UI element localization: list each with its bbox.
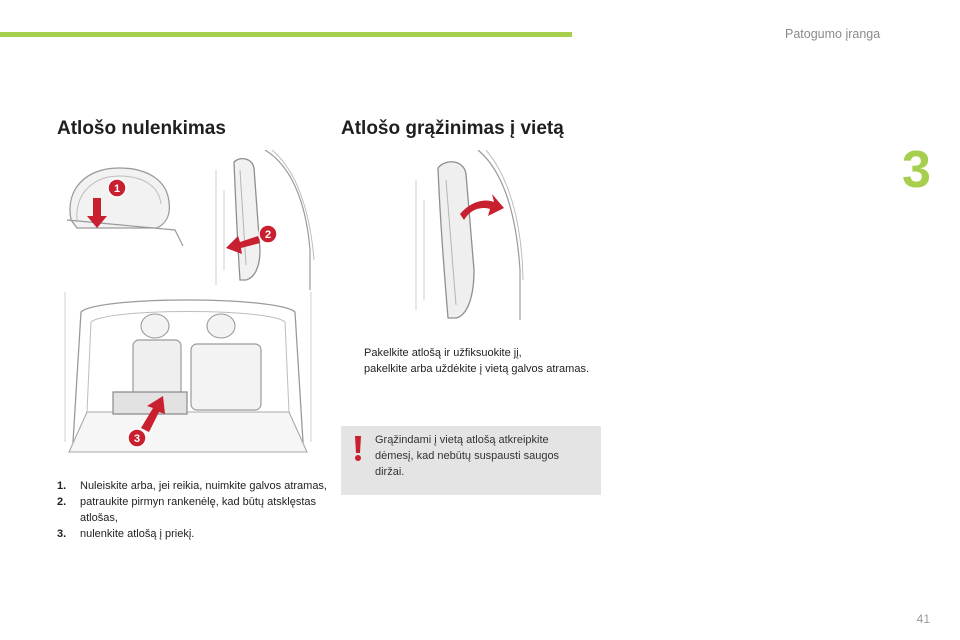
page-number: 41 [916,612,930,626]
right-title: Atlošo grąžinimas į vietą [341,118,564,139]
callout-2 [259,225,277,243]
fold-steps-list [57,478,327,542]
headrest-illustration [57,158,187,253]
list-item: 3. nulenkite atlošą į priekį. [57,528,195,540]
list-item: 2. patraukite pirmyn rankenėlę, kad būtų atsklęstas atlošas, [57,496,317,524]
return-steps-list [341,345,591,377]
seat-lever-illustration [210,150,315,290]
svg-text:3: 3 [133,433,141,445]
warning-text: Grąžindami į vietą atlošą atkreipkite dėmesį, kad nebūtų suspausti saugos diržai. [375,434,560,478]
left-title: Atlošo nulenkimas [57,118,226,139]
svg-text:2: 2 [264,229,272,241]
warning-box [341,426,601,495]
svg-text:1: 1 [113,183,121,195]
callout-1 [108,179,126,197]
list-item: Pakelkite atlošą ir užfiksuokite jį, [364,347,522,359]
seat-return-illustration [412,150,524,330]
list-item: 1. Nuleiskite arba, jei reikia, nuimkite galvos atramas, [57,480,327,492]
trunk-illustration [57,292,319,464]
callout-3 [128,429,146,447]
list-item: pakelkite arba uždėkite į vietą galvos atramas. [364,363,590,375]
warning-icon [351,436,365,462]
header-accent-bar [0,32,572,37]
chapter-number: 3 [902,141,931,199]
section-title: Patogumo įranga [785,27,881,41]
